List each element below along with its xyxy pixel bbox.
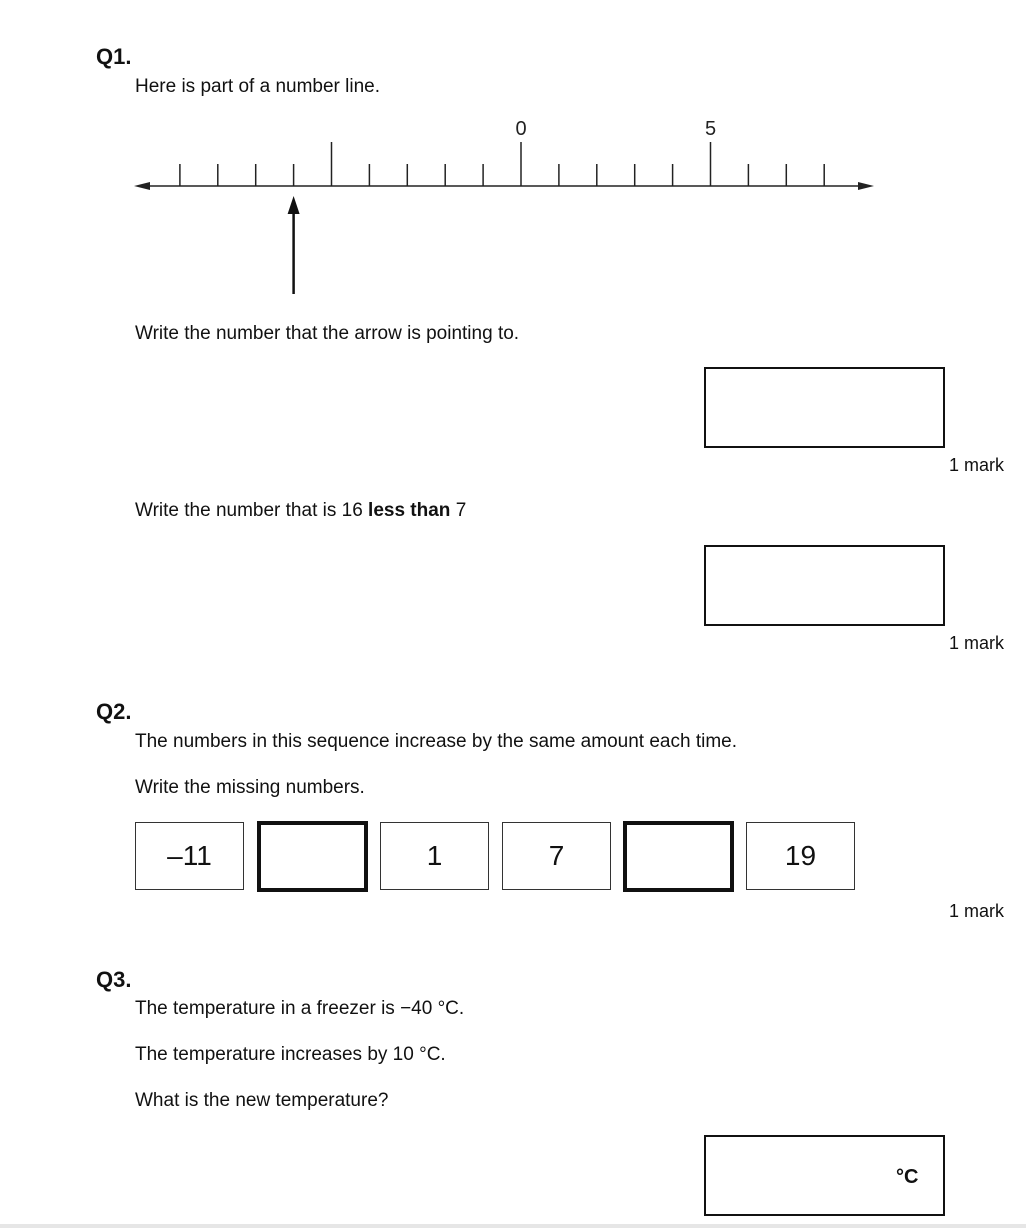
q1b-prompt-end: 7 [450, 500, 467, 521]
number-line-left-arrowhead [134, 182, 150, 190]
q1a-prompt: Write the number that the arrow is pointing to. [135, 323, 520, 344]
q2-line2: Write the missing numbers. [135, 777, 365, 798]
sequence-box-6: 19 [746, 822, 855, 890]
sequence-box-3: 1 [380, 822, 489, 890]
sequence-box-4: 7 [502, 822, 611, 890]
number-line-label: 5 [704, 118, 717, 140]
q1a-answer-box[interactable] [704, 367, 945, 448]
number-line-labels [515, 118, 716, 140]
q1b-mark: 1 mark [949, 633, 1005, 653]
q3-line3: What is the new temperature? [135, 1090, 389, 1111]
sequence-box-1: –11 [135, 822, 244, 890]
arrow-pointer-icon [288, 196, 300, 294]
q1-intro: Here is part of a number line. [135, 76, 381, 97]
q3-unit-label: °C [896, 1166, 919, 1188]
q3-line2: The temperature increases by 10 °C. [135, 1044, 446, 1065]
q3-number: Q3. [96, 967, 132, 992]
sequence-box-2-blank[interactable] [257, 821, 368, 892]
page-bottom-rule [0, 1224, 1026, 1228]
number-line-ticks [180, 142, 824, 186]
number-line [130, 110, 880, 300]
q1b-prompt-bold: less than [368, 500, 451, 521]
number-line-right-arrowhead [858, 182, 874, 190]
q2-number: Q2. [96, 699, 132, 724]
q3-line1: The temperature in a freezer is −40 °C. [135, 998, 465, 1019]
q1b-answer-box[interactable] [704, 545, 945, 626]
q2-line1: The numbers in this sequence increase by the same amount each time. [135, 731, 737, 752]
q1b-prompt [135, 500, 466, 522]
q2-mark: 1 mark [949, 901, 1005, 921]
q1a-mark: 1 mark [949, 455, 1005, 475]
q1-number: Q1. [96, 44, 132, 69]
q1b-prompt-start: Write the number that is 16 [135, 500, 369, 521]
sequence-box-5-blank[interactable] [623, 821, 734, 892]
number-line-label: 0 [515, 118, 527, 140]
